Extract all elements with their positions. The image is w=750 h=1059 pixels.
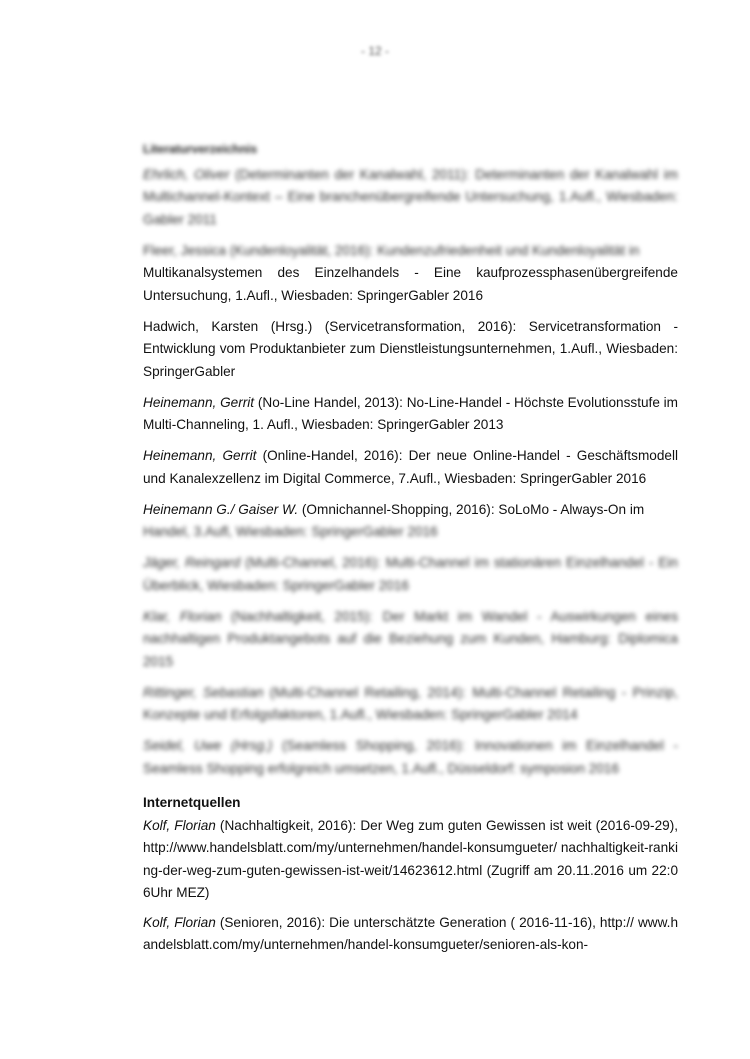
literature-entry [143,735,678,780]
entry-text: (Determinanten der Kanalwahl, 2011): Determinanten der Kanalwahl im Multichannel-Kontext – Eine branchenübergreifende Untersuchung, 1.Aufl., Wiesbaden: Gabler 2011 [143,166,678,227]
entry-author: Kolf, Florian [143,914,216,930]
literature-entry [143,392,678,437]
internet-entry [143,815,678,905]
entry-text: (Nachhaltigkeit, 2016): Der Weg zum guten Gewissen ist weit (2016-09-29), http://www.handelsblatt.com/my/unternehmen/handel-konsumgueter/ nachhaltigkeit-ranking-der-weg-zum-guten-gewissen-ist-weit/14623612.html (Zugriff am 20.11.2016 um 22:06Uhr MEZ) [143,817,678,900]
entry-text: (Multi-Channel, 2016): Multi-Channel im stationären Einzelhandel - Ein Überblick, Wiesbaden: SpringerGabler 2016 [143,555,678,593]
entry-author: Heinemann G./ Gaiser W. [143,501,299,517]
entry-author: Heinemann, Gerrit [143,394,255,410]
internet-sources-section [143,792,678,957]
literature-entry [143,240,678,308]
entry-author: Rittinger, Sebastian [143,684,264,700]
entry-text: Multikanalsystemen des Einzelhandels - Eine kaufprozessphasenübergreifende Untersuchung, 1.Aufl., Wiesbaden: SpringerGabler 2016 [143,265,678,303]
entry-blurred-line: Handel, 3.Aufl, Wiesbaden: SpringerGabler 2016 [143,524,438,539]
literature-entry [143,164,678,232]
entry-text: (Multi-Channel Retailing, 2014): Multi-Channel Retailing - Prinzip, Konzepte und Erfolgsfaktoren, 1.Aufl., Wiesbaden: SpringerGabler 2014 [143,684,678,722]
literature-entry [143,682,678,727]
internet-entry [143,912,678,957]
entry-text: (Senioren, 2016): Die unterschätzte Generation ( 2016-11-16), http:// www.handelsblatt.com/my/unternehmen/handel-konsumgueter/senioren-als-kon- [143,914,679,952]
entry-text: (Servicetransformation, 2016): Servicetransformation - Entwicklung vom Produktanbieter zum Dienstleistungsunternehmen, 1.Aufl., Wiesbaden: SpringerGabler [143,318,678,379]
literature-heading: Literaturverzeichnis [143,142,258,156]
entry-text: (Online-Handel, 2016): Der neue Online-Handel - Geschäftsmodell und Kanalexzellenz im Digital Commerce, 7.Aufl., Wiesbaden: SpringerGabler 2016 [143,448,679,486]
internet-sources-heading: Internetquellen [143,795,241,810]
entry-blurred-line: Fleer, Jessica (Kundenloyalität, 2016): Kundenzufriedenheit und Kundenloyalität in [143,242,640,258]
entry-author: Heinemann, Gerrit [143,448,257,463]
entry-author: Klar, Florian [143,608,222,624]
entry-author: Jäger, Reingard [143,555,241,570]
entry-author: Ehrlich, Oliver [143,166,230,182]
entry-author: Hadwich, Karsten (Hrsg.) [143,318,313,334]
literature-entry [143,499,678,544]
entry-text: (Seamless Shopping, 2016): Innovationen im Einzelhandel - Seamless Shopping erfolgreich umsetzen, 1.Aufl., Düsseldorf: symposion 2016 [143,738,678,776]
entry-text: (Omnichannel-Shopping, 2016): SoLoMo - Always-On im [298,501,645,517]
literature-entry [143,445,678,490]
entry-author: Kolf, Florian [143,817,216,833]
entry-text: (Nachhaltigkeit, 2015): Der Markt im Wandel - Auswirkungen eines nachhaltigen Produktangebots auf die Beziehung zum Kunden, Hamburg: Diplomica 2015 [143,608,678,669]
literature-entry [143,552,678,597]
literature-entry [143,606,678,674]
document-body [143,138,678,964]
entry-author: Seidel, Uwe (Hrsg.) [143,738,273,753]
entry-text: (No-Line Handel, 2013): No-Line-Handel - Höchste Evolutionsstufe im Multi-Channeling, 1. Aufl., Wiesbaden: SpringerGabler 2013 [143,394,679,432]
page-number: - 12 - [360,44,389,58]
literature-entry [143,316,678,384]
